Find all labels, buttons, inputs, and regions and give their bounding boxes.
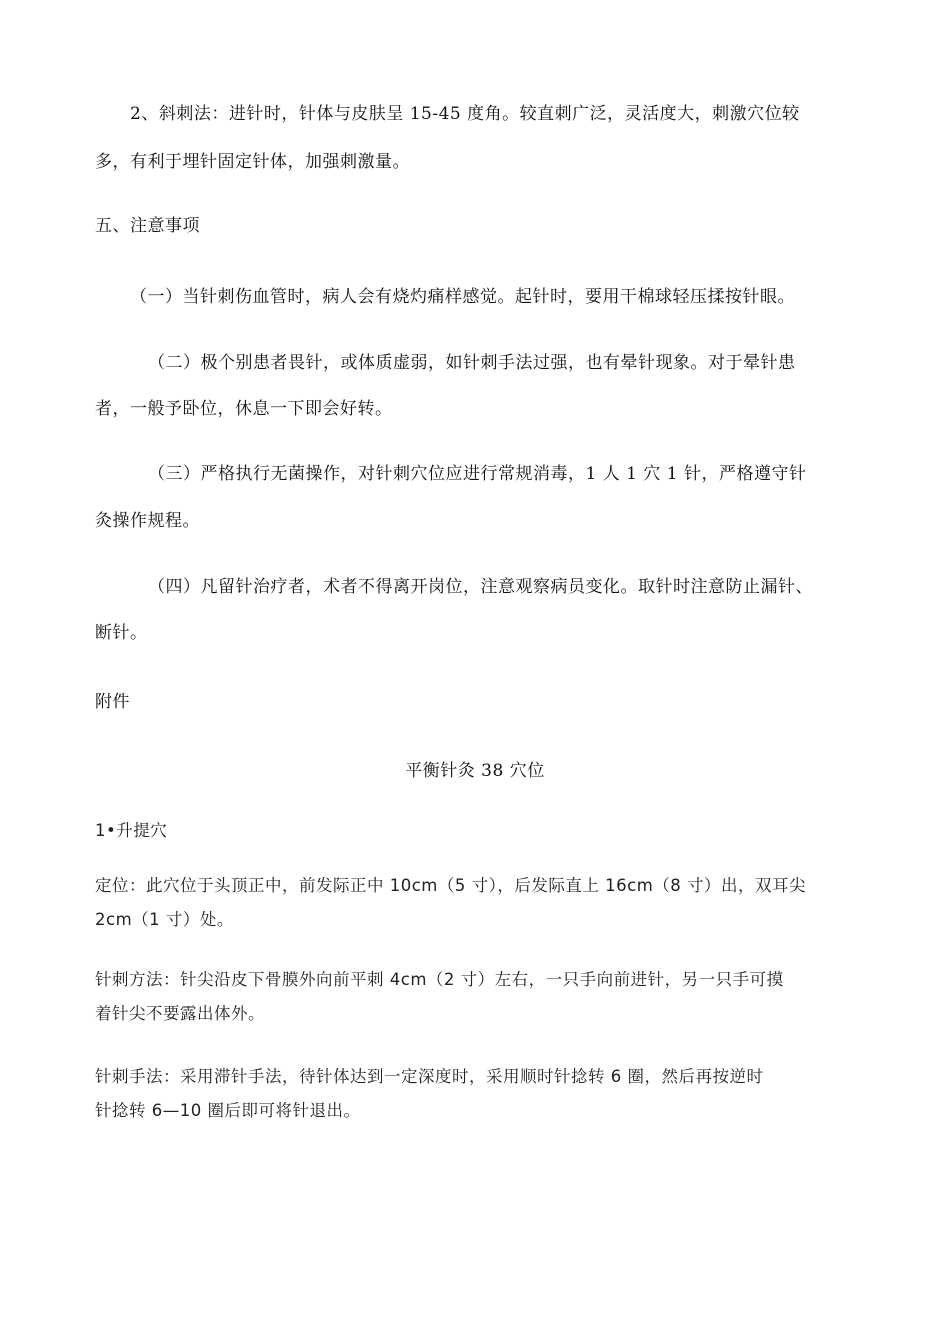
acupoint-name: 1•升提穴 <box>95 821 168 840</box>
note-1: （一）当针刺伤血管时，病人会有烧灼痛样感觉。起针时，要用干棉球轻压揉按针眼。 <box>130 287 795 307</box>
oblique-needling-line-1: 2、斜刺法：进针时，针体与皮肤呈 15-45 度角。较直刺广泛，灵活度大，刺激穴位较 <box>130 104 800 124</box>
oblique-needling-line-2: 多，有利于埋针固定针体，加强刺激量。 <box>95 152 410 172</box>
note-3-line-2: 灸操作规程。 <box>95 511 200 531</box>
method-line-1: 针刺方法：针尖沿皮下骨膜外向前平刺 4cm（2 寸）左右，一只手向前进针，另一只手可摸 <box>95 970 784 989</box>
section-heading: 五、注意事项 <box>95 216 200 236</box>
appendix-label: 附件 <box>95 692 130 712</box>
note-3-line-1: （三）严格执行无菌操作，对针刺穴位应进行常规消毒，1 人 1 穴 1 针，严格遵守针 <box>148 464 807 484</box>
note-2-line-2: 者，一般予卧位，休息一下即会好转。 <box>95 399 393 419</box>
note-4-line-1: （四）凡留针治疗者，术者不得离开岗位，注意观察病员变化。取针时注意防止漏针、 <box>148 577 813 597</box>
method-line-2: 着针尖不要露出体外。 <box>95 1004 265 1023</box>
note-2-line-1: （二）极个别患者畏针，或体质虚弱，如针刺手法过强，也有晕针现象。对于晕针患 <box>148 353 796 373</box>
note-4-line-2: 断针。 <box>95 623 148 643</box>
technique-line-1: 针刺手法：采用滞针手法，待针体达到一定深度时，采用顺时针捻转 6 圈，然后再按逆时 <box>95 1067 764 1086</box>
technique-line-2: 针捻转 6—10 圈后即可将针退出。 <box>95 1101 361 1120</box>
appendix-title: 平衡针灸 38 穴位 <box>405 761 545 781</box>
location-line-1: 定位：此穴位于头顶正中，前发际正中 10cm（5 寸），后发际直上 16cm（8 寸）出，双耳尖 <box>95 876 807 895</box>
location-line-2: 2cm（1 寸）处。 <box>95 910 234 929</box>
